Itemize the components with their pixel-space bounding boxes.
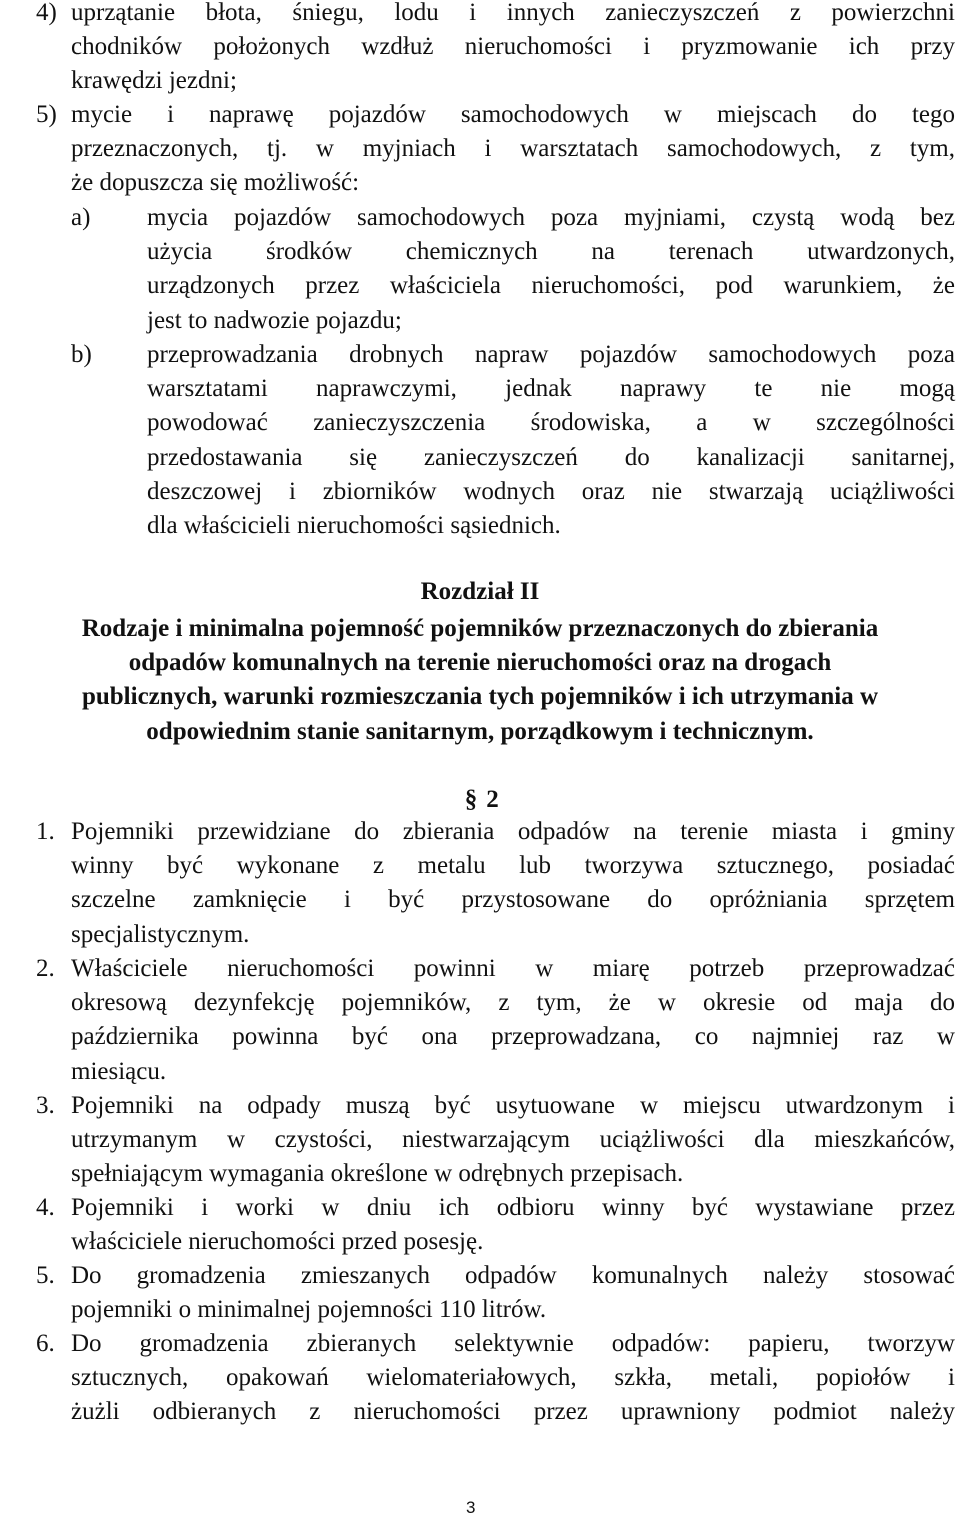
text-line: krawędzi jezdni;: [71, 67, 237, 95]
list-item-text: [71, 1089, 955, 1192]
text-line: Pojemniki przewidziane do zbierania odpadów na terenie miasta i gminy: [71, 818, 955, 845]
text-line: Pojemniki na odpady muszą być usytuowane w miejscu utwardzonym i: [71, 1092, 955, 1119]
text-line: przedostawania się zanieczyszczeń do kanalizacji sanitarnej,: [147, 443, 955, 471]
heading-line: odpowiednim stanie sanitarnym, porządkowym i technicznym.: [146, 717, 814, 745]
sub-item-text: [147, 201, 955, 338]
text-line: spełniającym wymagania określone w odrębnych przepisach.: [71, 1160, 684, 1188]
text-line: żużli odbieranych z nieruchomości przez uprawniony podmiot należy: [71, 1398, 955, 1426]
heading-line: odpadów komunalnych na terenie nieruchomości oraz na drogach: [128, 649, 832, 677]
section-sign: [462, 783, 480, 817]
text-line: sztucznych, opakowań wielomateriałowych, szkła, metali, popiołów i: [71, 1364, 955, 1392]
chapter-heading: [0, 612, 960, 749]
text-line: okresową dezynfekcję pojemników, z tym, że w okresie od maja do: [71, 989, 955, 1017]
text-line: mycia pojazdów samochodowych poza myjniami, czystą wodą bez: [147, 204, 955, 231]
list-item-text: [71, 815, 955, 952]
text-line: deszczowej i zbiorników wodnych oraz nie stwarzają uciążliwości: [147, 477, 955, 505]
section-heading: [462, 783, 512, 817]
text-line: szczelne zamknięcie i być przystosowane do opróżniania sprzętem: [71, 886, 955, 914]
list-item-text: [71, 1259, 955, 1327]
list-item-text: [71, 1327, 955, 1430]
text-line: specjalistycznym.: [71, 920, 250, 948]
text-line: utrzymanym w czystości, niestwarzającym uciążliwości dla mieszkańców,: [71, 1126, 955, 1154]
list-item-number: 5): [36, 101, 57, 128]
text-line: jest to nadwozie pojazdu;: [147, 306, 402, 334]
chapter-title: Rozdział II: [420, 578, 540, 605]
list-item-number: 3.: [36, 1092, 55, 1119]
text-line: warsztatami naprawczymi, jednak naprawy te nie mogą: [147, 375, 955, 403]
list-item-text: [71, 1191, 955, 1259]
heading-line: Rodzaje i minimalna pojemność pojemników przeznaczonych do zbierania: [81, 615, 879, 642]
text-line: urządzonych przez właściciela nieruchomości, pod warunkiem, że: [147, 272, 955, 300]
text-line: pojemniki o minimalnej pojemności 110 litrów.: [71, 1296, 547, 1324]
text-line: winny być wykonane z metalu lub tworzywa sztucznego, posiadać: [71, 852, 955, 880]
list-item-number: 1.: [36, 818, 55, 845]
list-item-number: 4): [36, 0, 57, 26]
text-line: chodników położonych wzdłuż nieruchomości i pryzmowanie ich przy: [71, 33, 955, 61]
list-item-number: 5.: [36, 1262, 55, 1289]
text-line: miesiącu.: [71, 1057, 167, 1085]
list-item-number: 2.: [36, 955, 55, 982]
list-item-number: 6.: [36, 1330, 55, 1357]
text-line: przeprowadzania drobnych napraw pojazdów samochodowych poza: [147, 341, 955, 368]
text-line: że dopuszcza się możliwość:: [71, 169, 360, 197]
text-line: powodować zanieczyszczenia środowiska, a w szczególności: [147, 409, 955, 437]
list-item-text: [71, 0, 955, 99]
text-line: Pojemniki i worki w dniu ich odbioru winny być wystawiane przez: [71, 1194, 955, 1221]
text-line: uprzątanie błota, śniegu, lodu i innych zanieczyszczeń z powierzchni: [71, 0, 955, 26]
list-item-text: [71, 952, 955, 1089]
sub-item-letter: b): [71, 341, 92, 368]
text-line: właściciele nieruchomości przed posesję.: [71, 1228, 484, 1256]
sub-item-text: [147, 338, 955, 543]
list-item-text: [71, 98, 955, 201]
page-number: 3: [466, 1498, 476, 1517]
sub-item-letter: a): [71, 204, 91, 231]
heading-line: publicznych, warunki rozmieszczania tych pojemników i ich utrzymania w: [81, 683, 879, 711]
section-number: 2: [486, 786, 499, 813]
text-line: Do gromadzenia zbieranych selektywnie odpadów: papieru, tworzyw: [71, 1330, 955, 1357]
text-line: mycie i naprawę pojazdów samochodowych w miejscach do tego: [71, 101, 955, 128]
text-line: Właściciele nieruchomości powinni w miarę potrzeb przeprowadzać: [71, 955, 955, 982]
text-line: Do gromadzenia zmieszanych odpadów komunalnych należy stosować: [71, 1262, 955, 1289]
text-line: użycia środków chemicznych na terenach utwardzonych,: [147, 238, 955, 266]
list-item-number: 4.: [36, 1194, 55, 1221]
text-line: października powinna być ona przeprowadzana, co najmniej raz w: [71, 1023, 955, 1051]
text-line: przeznaczonych, tj. w myjniach i warsztatach samochodowych, z tym,: [71, 135, 955, 163]
text-line: dla właścicieli nieruchomości sąsiednich.: [147, 512, 561, 540]
